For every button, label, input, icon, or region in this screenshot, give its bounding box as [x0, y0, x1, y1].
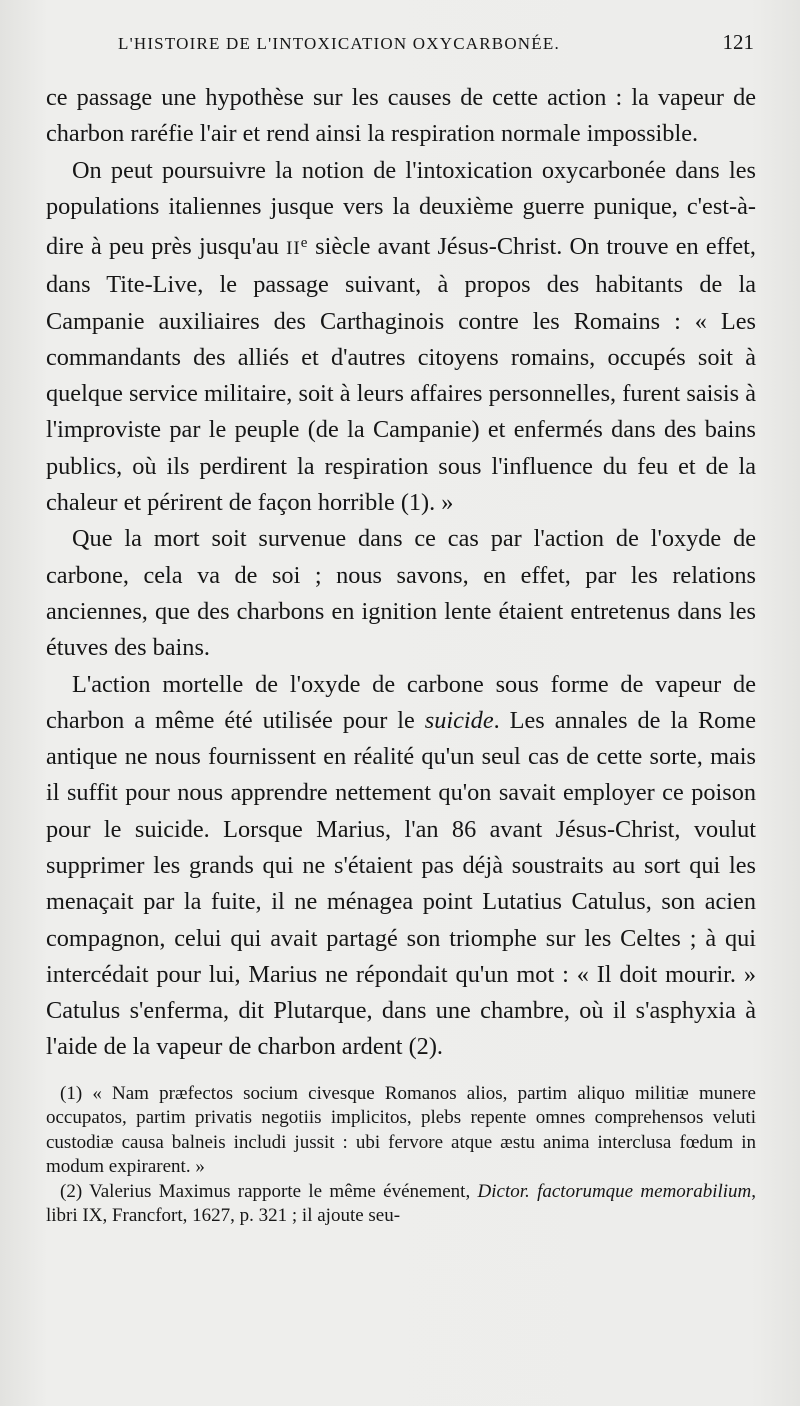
running-title: L'HISTOIRE DE L'INTOXICATION OXYCARBONÉE. [118, 34, 560, 53]
century-ordinal [286, 233, 308, 260]
century-ordinal-suffix: e [300, 235, 308, 252]
footnote-2-title: Dictor. factorumque memorabilium [477, 1180, 752, 1202]
paragraph-1: ce passage une hypothèse sur les causes de cette action : la vapeur de charbon raréfie l'air et rend ainsi la respiration normale impossible. [46, 84, 756, 148]
paragraph-2-text-a: On peut poursuivre la notion de l'intoxication oxycarbonée dans les populations italiennes jusque vers la deuxième guerre punique, c'est-à-dire à peu près jusqu'au [46, 156, 756, 260]
paragraph-4-text-b: . Les annales de la Rome antique ne nous fournissent en réalité qu'un seul cas de cette sorte, mais il suffit pour nous apprendre nettement qu'on savait employer ce poison pour le suicide. Lorsque Marius, l'an 86 avant Jésus-Christ, voulut supprimer les grands qui ne s'étaient pas déjà soustraits au sort qui les menaçait par la fuite, il ne ménagea point Lutatius Catulus, son acien compagnon, celui qui avait partagé son triomphe sur les Celtes ; à qui intercédait pour lui, Marius ne répondait qu'un mot : « Il doit mourir. » Catulus s'enferma, dit Plutarque, dans une chambre, où il s'asphyxia à l'aide de la vapeur de charbon ardent (2). [46, 706, 756, 1061]
footnote-2-text-a: (2) Valerius Maximus rapporte le même événement, [60, 1180, 478, 1202]
emphasis-suicide: suicide [424, 706, 494, 734]
footnote-2-text-b: , libri IX, Francfort, 1627, p. 321 ; il ajoute seu- [46, 1180, 757, 1227]
page-header [46, 30, 756, 80]
paragraph-2-text-b: siècle avant Jésus-Christ. On trouve en effet, dans Tite-Live, le passage suivant, à propos des habitants de la Campanie auxiliaires des Carthaginois contre les Romains : « Les commandants des alliés et d'autres citoyens romains, occupés soit à quelque service militaire, soit à leurs affaires personnelles, furent saisis à l'improviste par le peuple (de la Campanie) et enfermés dans des bains publics, où ils perdirent la respiration sous l'influence du feu et de la chaleur et périrent de façon horrible (1). » [46, 232, 756, 517]
paragraph-4 [46, 667, 756, 1066]
footnote-1: (1) « Nam præfectos socium civesque Romanos alios, partim aliquo militiæ munere occupatos, partim privatis negotiis implicitos, plebs repente omnes comprehensos veluti custodiæ causa balneis includi jussit : ubi fervore atque æstu anima interclusa fœdum in modum expirarent. » [46, 1082, 756, 1178]
page-number: 121 [722, 30, 754, 54]
paragraph-3: Que la mort soit survenue dans ce cas par l'action de l'oxyde de carbone, cela va de soi ; nous savons, en effet, par les relations anciennes, que des charbons en ignition lente étaient entretenus dans les étuves des bains. [46, 525, 756, 662]
century-ordinal-number: II [286, 237, 301, 259]
footnote-2 [46, 1180, 756, 1229]
body-text [46, 80, 756, 1066]
paragraph-4-text-a: L'action mortelle de l'oxyde de carbone sous forme de vapeur de charbon a même été utilisée pour le [46, 670, 756, 734]
paragraph-2 [46, 153, 756, 522]
footnotes [46, 1082, 756, 1229]
